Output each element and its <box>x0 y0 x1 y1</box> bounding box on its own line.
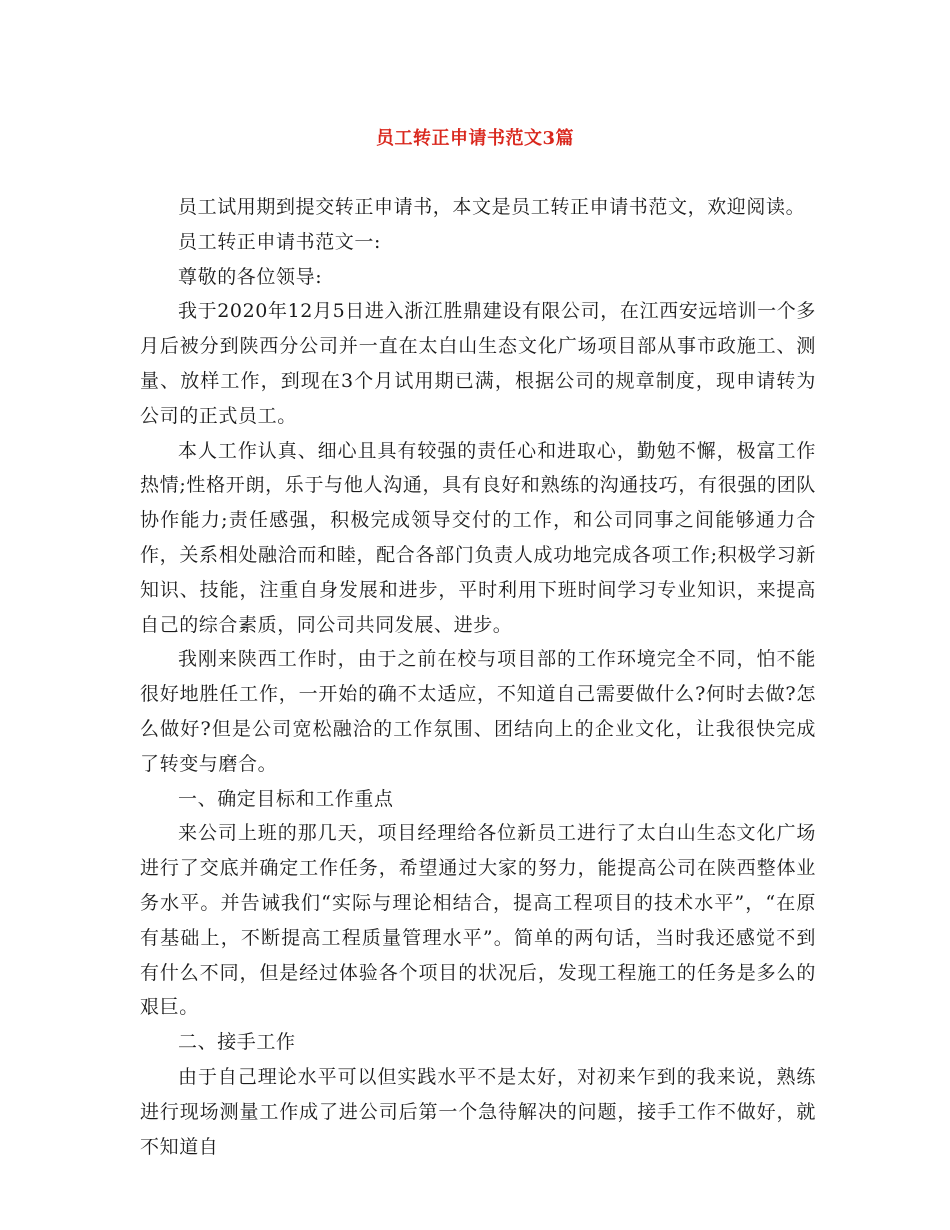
paragraph-handover: 由于自己理论水平可以但实践水平不是太好，对初来乍到的我来说，熟练进行现场测量工作成了进公司后第一个急待解决的问题，接手工作不做好，就不知道自 <box>140 1065 816 1158</box>
document-body <box>140 190 816 1164</box>
document-title: 员工转正申请书范文3篇 <box>375 128 575 149</box>
section-heading-handover: 二、接手工作 <box>178 1031 296 1054</box>
paragraph-self-assessment: 本人工作认真、细心且具有较强的责任心和进取心，勤勉不懈，极富工作热情;性格开朗，乐于与他人沟通，具有良好和熟练的沟通技巧，有很强的团队协作能力;责任感强，积极完成领导交付的工作，和公司同事之间能够通力合作，关系相处融洽而和睦，配合各部门负责人成功地完成各项工作;积极学习新知识、技能，注重自身发展和进步，平时利用下班时间学习专业知识，来提高自己的综合素质，同公司共同发展、进步。 <box>140 439 816 636</box>
paragraph-intro: 员工试用期到提交转正申请书，本文是员工转正申请书范文，欢迎阅读。 <box>178 196 806 218</box>
paragraph-entry: 我于2020年12月5日进入浙江胜鼎建设有限公司，在江西安远培训一个多月后被分到陕西分公司并一直在太白山生态文化广场项目部从事市政施工、测量、放样工作，到现在3个月试用期已满，根据公司的规章制度，现申请转为公司的正式员工。 <box>140 300 816 427</box>
section-heading-goals: 一、确定目标和工作重点 <box>178 787 394 810</box>
paragraph-sample-heading: 员工转正申请书范文一: <box>178 230 382 253</box>
paragraph-salutation: 尊敬的各位领导: <box>178 265 323 288</box>
paragraph-adaptation: 我刚来陕西工作时，由于之前在校与项目部的工作环境完全不同，怕不能很好地胜任工作，一开始的确不太适应，不知道自己需要做什么?何时去做?怎么做好?但是公司宽松融洽的工作氛围、团结向上的企业文化，让我很快完成了转变与磨合。 <box>140 648 816 775</box>
paragraph-goals: 来公司上班的那几天，项目经理给各位新员工进行了太白山生态文化广场进行了交底并确定工作任务，希望通过大家的努力，能提高公司在陕西整体业务水平。并告诫我们“实际与理论相结合，提高工程项目的技术水平”，“在原有基础上，不断提高工程质量管理水平”。简单的两句话，当时我还感觉不到有什么不同，但是经过体验各个项目的状况后，发现工程施工的任务是多么的艰巨。 <box>140 822 816 1019</box>
